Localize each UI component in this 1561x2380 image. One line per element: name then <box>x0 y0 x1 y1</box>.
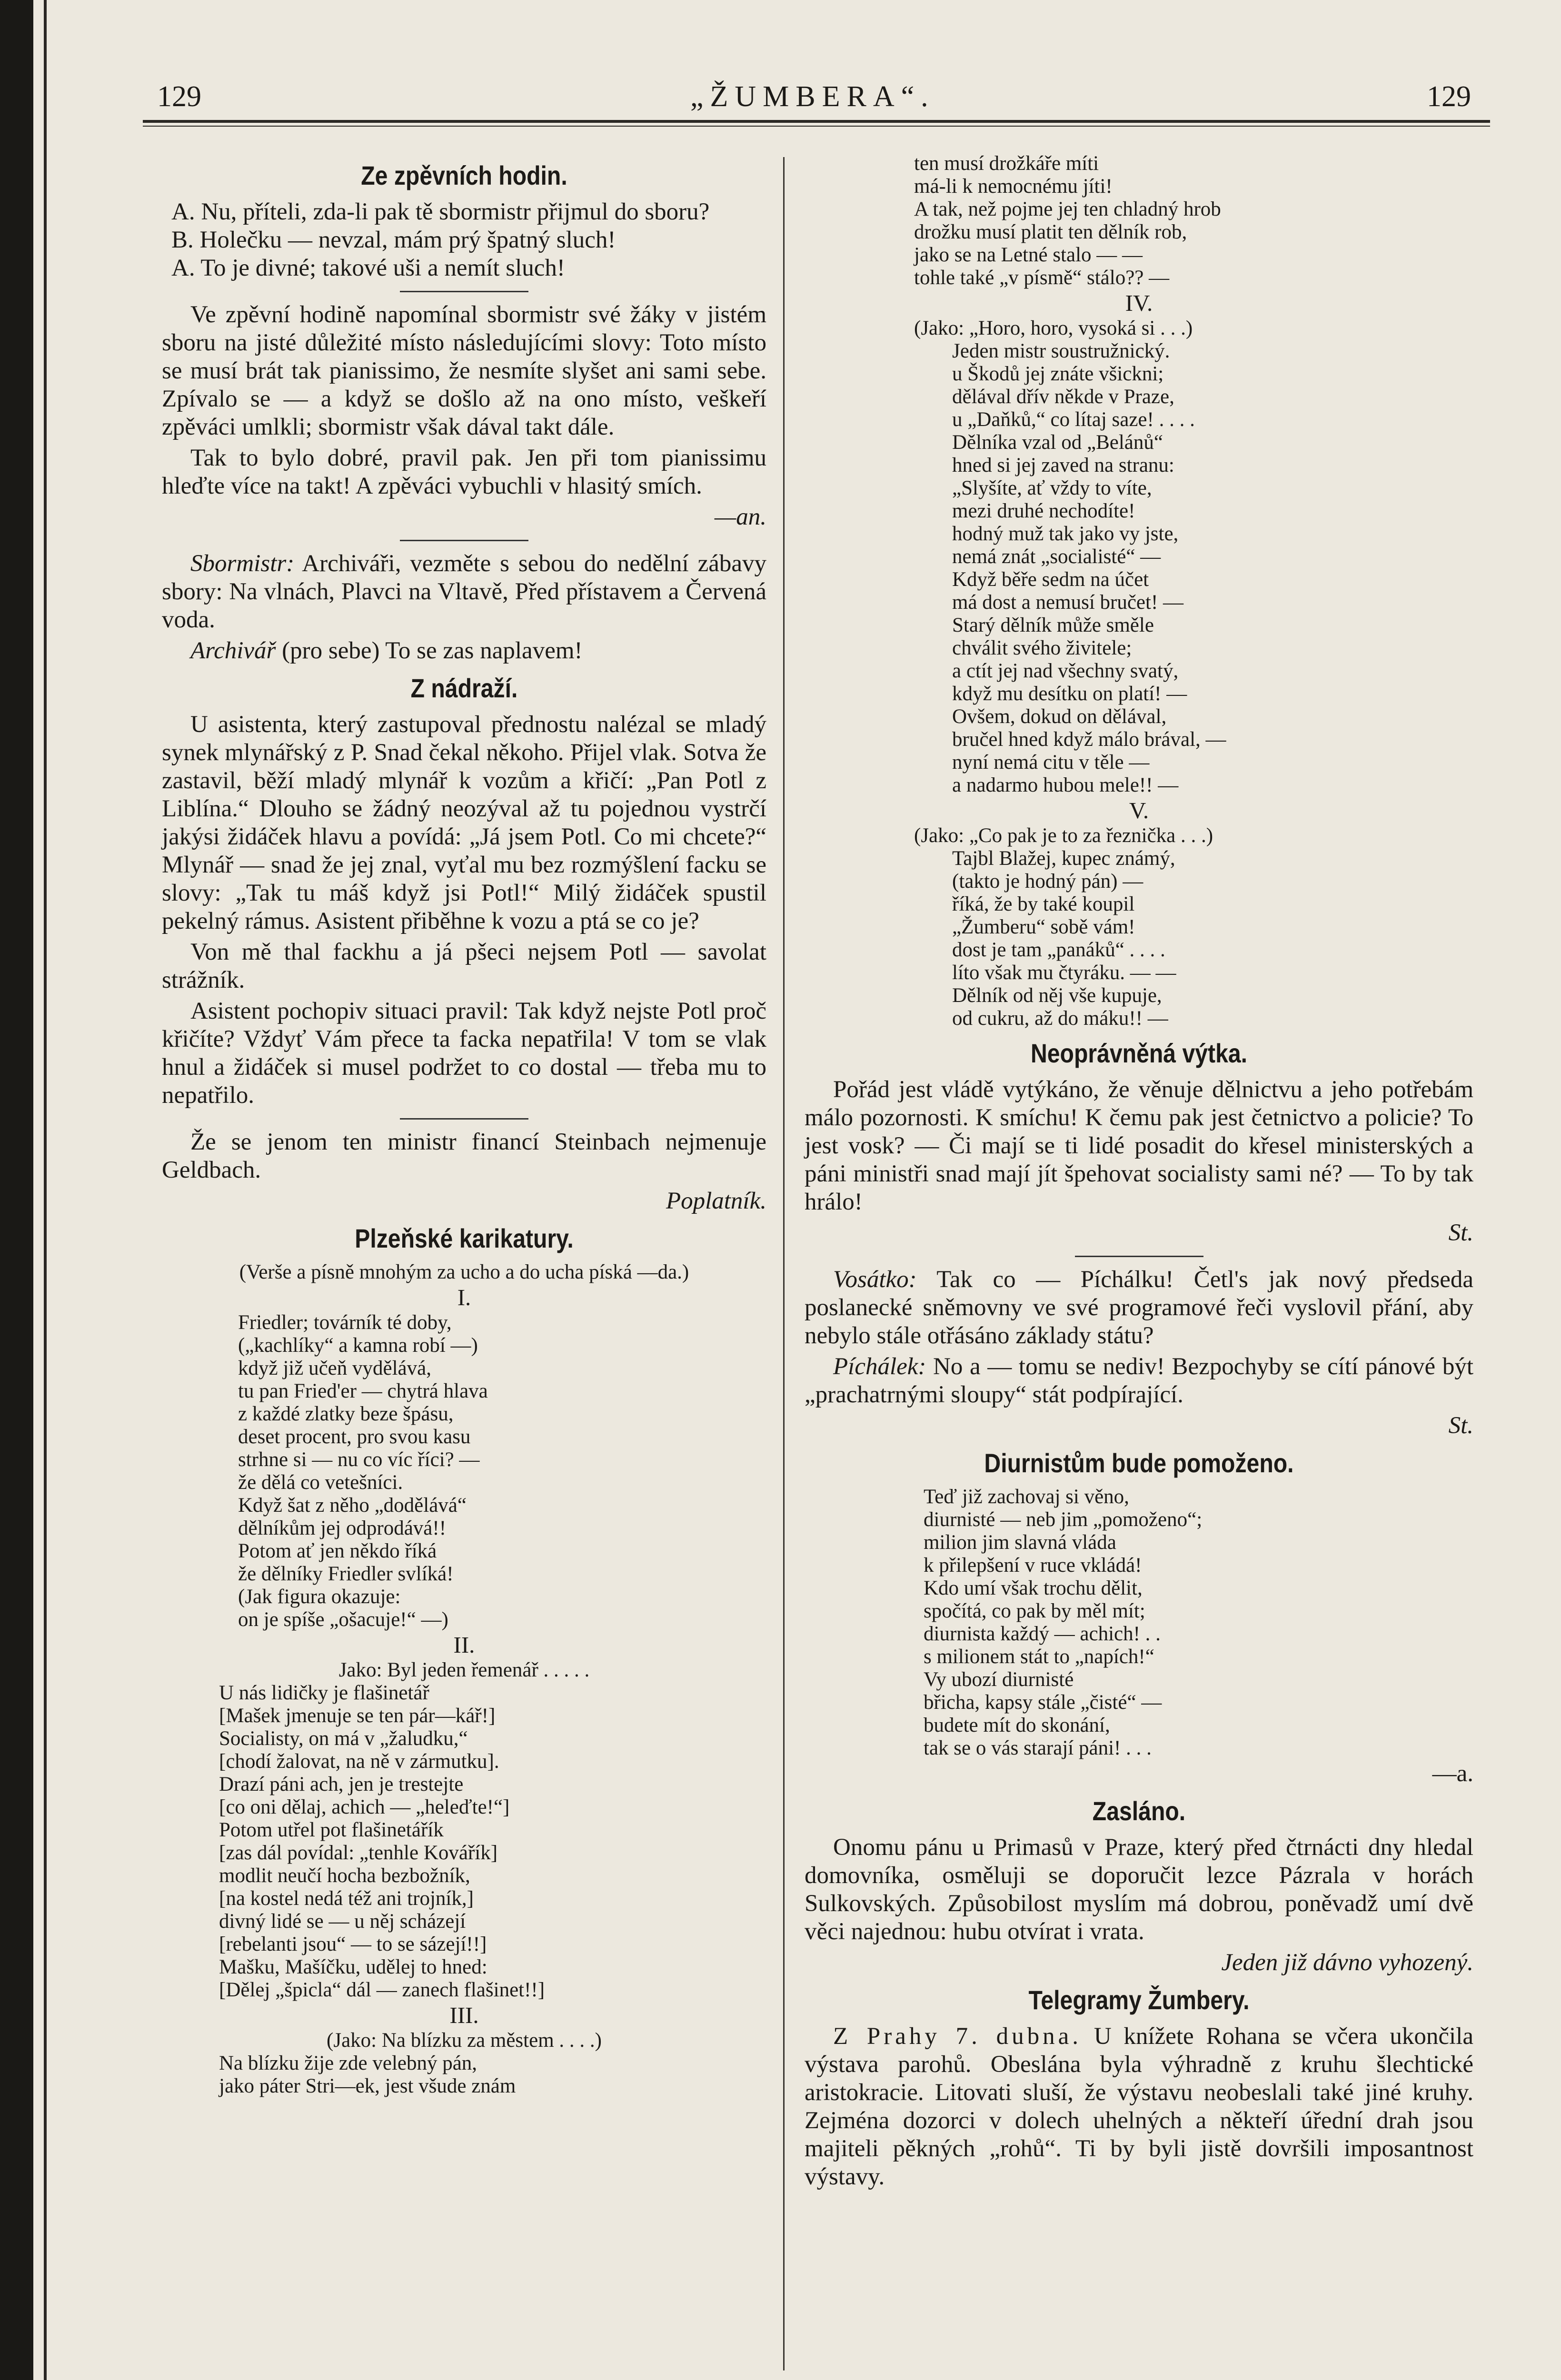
article-paragraph: Ve zpěvní hodině napomínal sbormistr své žáky v jistém sboru na jisté důležité místo následujícími slovy: Toto místo se musí brát tak pianissimo, že nesmíte slyšet ani sami sebe. Zpívalo se — a když se došlo až na ono místo, veškeří zpěváci umlkli; sbormistr však dával takt dále. <box>162 301 766 440</box>
verse-line: u „Daňků,“ co lítaj saze! . . . . <box>952 408 1195 431</box>
verse-line: u Škodů jej znáte všickni; <box>952 363 1164 385</box>
dialog-line: A. Nu, příteli, zda-li pak tě sbormistr přijmul do sboru? <box>171 198 710 225</box>
subtitle: (Verše a písně mnohým za ucho a do ucha píská —da.) <box>239 1261 689 1283</box>
dialog-line: B. Holečku — nevzal, mám prý špatný sluch! <box>171 227 616 253</box>
verse-block-5 <box>805 847 1473 1030</box>
verse-line: že dělá co vetešníci. <box>238 1471 403 1494</box>
section-title-plzenske-karikatury: Plzeňské karikatury. <box>355 1223 574 1253</box>
header-rule-thin <box>143 126 1490 127</box>
speaker-label: Vosátko: <box>833 1266 917 1293</box>
verse-line: dělníkům jej odprodává!! <box>238 1517 447 1539</box>
signature: Jeden již dávno vyhozený. <box>1221 1949 1473 1976</box>
verse-line: Potom ať jen někdo říká <box>238 1540 437 1562</box>
verse-line: [chodí žalovat, na ně v zármutku]. <box>219 1750 499 1773</box>
verse-tune: (Jako: „Co pak je to za řeznička . . .) <box>914 824 1213 847</box>
verse-line: [na kostel nedá též ani trojník,] <box>219 1887 474 1910</box>
roman-numeral: II. <box>453 1632 475 1658</box>
verse-line: mezi druhé nechodíte! <box>952 500 1135 522</box>
header-rule <box>143 120 1490 123</box>
verse-line: chválit svého živitele; <box>952 637 1132 659</box>
section-title-zaslano: Zasláno. <box>1092 1796 1186 1826</box>
column-divider <box>783 157 785 2370</box>
scan-margin-line <box>44 0 47 2380</box>
verse-line: tak se o vás starají páni! . . . <box>924 1737 1152 1759</box>
verse-block-diurnisti <box>805 1486 1473 1760</box>
verse-line: že dělníky Friedler svlíká! <box>238 1563 454 1585</box>
verse-line: (Jak figura okazuje: <box>238 1586 401 1608</box>
left-column <box>162 152 766 2098</box>
verse-line: má dost a nemusí bručet! — <box>952 591 1184 614</box>
verse-line: tu pan Fried'er — chytrá hlava <box>238 1380 488 1402</box>
verse-line: milion jim slavná vláda <box>924 1531 1116 1554</box>
speaker-text: Tak co — Píchálku! Četl's jak nový předseda poslanecké sněmovny ve své programové řeči vyslovil přání, aby nebylo stále otřásáno základy státu? <box>805 1266 1473 1349</box>
verse-tune: (Jako: Na blízku za městem . . . .) <box>327 2029 602 2052</box>
verse-line: Friedler; továrník té doby, <box>238 1311 452 1334</box>
verse-line: Potom utřel pot flašinetářík <box>219 1819 444 1841</box>
speaker-text: (pro sebe) To se zas naplavem! <box>282 637 583 664</box>
signature: Poplatník. <box>666 1188 766 1214</box>
verse-line: [rebelanti jsou“ — to se sázejí!!] <box>219 1933 487 1955</box>
verse-line: Teď již zachovaj si věno, <box>924 1486 1129 1508</box>
verse-line: Jeden mistr soustružnický. <box>952 340 1170 362</box>
verse-block-3-cont <box>805 152 1473 289</box>
verse-block-4 <box>805 340 1473 797</box>
verse-line: jako páter Stri—ek, jest všude znám <box>219 2075 516 2097</box>
verse-line: U nás lidičky je flašinetář <box>219 1682 429 1704</box>
verse-line: deset procent, pro svou kasu <box>238 1426 471 1448</box>
speaker-label: Píchálek: <box>833 1353 926 1380</box>
article-paragraph: Von mě thal fackhu a já pšeci nejsem Potl — savolat strážník. <box>162 939 766 993</box>
verse-line: když již učeň vydělává, <box>238 1357 431 1379</box>
page-number-right: 129 <box>1427 80 1471 113</box>
roman-numeral: III. <box>449 2002 479 2028</box>
verse-line: Dělník od něj vše kupuje, <box>952 984 1162 1007</box>
verse-line: má-li k nemocnému jíti! <box>914 175 1113 198</box>
verse-line: z každé zlatky beze špásu, <box>238 1403 454 1425</box>
roman-numeral: V. <box>1129 797 1149 823</box>
masthead-title: „ŽUMBERA“. <box>690 80 935 113</box>
dialog-zpevni <box>162 198 766 282</box>
separator <box>400 1118 528 1120</box>
verse-line: tohle také „v písmě“ stálo?? — <box>914 267 1170 289</box>
verse-line: budete mít do skonání, <box>924 1714 1110 1736</box>
verse-line: bručel hned když málo brával, — <box>952 728 1226 751</box>
verse-line: spočítá, co pak by měl mít; <box>924 1600 1145 1622</box>
roman-numeral: IV. <box>1125 290 1153 316</box>
verse-block-1 <box>162 1311 766 1631</box>
verse-line: hodný muž tak jako vy jste, <box>952 523 1179 545</box>
verse-line: nyní nemá citu v těle — <box>952 751 1150 774</box>
verse-line: dost je tam „panáků“ . . . . <box>952 939 1165 961</box>
page-number-left: 129 <box>157 80 201 113</box>
section-title-telegramy: Telegramy Žumbery. <box>1028 1985 1250 2015</box>
telegram-text: U knížete Rohana se včera ukončila výstava parohů. Obeslána byla výhradně z kruhu šlechtické aristokracie. Litovati sluší, že výstavu neobeslali také jiné kruhy. Zejména dozorci v dolech uhelných a někteří úřední drah jsou majiteli pěkných „rohů“. Ti by byli jistě dovršili imposantnost výstavy. <box>805 2023 1473 2190</box>
verse-line: Kdo umí však trochu dělit, <box>924 1577 1143 1599</box>
verse-line: (takto je hodný pán) — <box>952 870 1143 892</box>
article-paragraph: Onomu pánu u Primasů v Praze, který před čtrnácti dny hledal domovníka, osměluji se doporučit lezce Pázrala v horách Sulkovských. Způsobilost myslím má dobrou, poněvadž umí dvě věci najednou: hubu otvírat i vrata. <box>805 1834 1473 1945</box>
verse-line: líto však mu čtyráku. — — <box>952 962 1176 984</box>
verse-line: od cukru, až do máku!! — <box>952 1007 1168 1030</box>
verse-line: Tajbl Blažej, kupec známý, <box>952 847 1175 870</box>
article-paragraph: Asistent pochopiv situaci pravil: Tak když nejste Potl proč křičíte? Vždyť Vám přece ta facka nepatřila! V tom se vlak hnul a židáček si musel podržet to co dostal — třeba mu to nepatřilo. <box>162 998 766 1109</box>
verse-line: s milionem stát to „napích!“ <box>924 1646 1154 1668</box>
verse-line: modlit neučí hocha bezbožník, <box>219 1864 470 1887</box>
signature: St. <box>1448 1412 1473 1439</box>
section-title-neopravnena-vytka: Neoprávněná výtka. <box>1030 1038 1248 1068</box>
article-paragraph: U asistenta, který zastupoval přednostu nalézal se mladý synek mlynářský z P. Snad čekal někoho. Přijel vlak. Sotva že zastavil, běží mladý mlynář k vozům a křičí: „Pan Potl z Liblína.“ Dlouho se žádný neozýval až tu pojednou vystrčí jakýsi židáček hlavu a povídá: „Já jsem Potl. Co mi chcete?“ Mlynář — snad že jej znal, vyťal mu bez rozmýšlení facku se slovy: „Tak tu máš když jsi Potl!“ Milý židáček spustil pekelný rámus. Asistent přiběhne k vozu a ptá se co je? <box>162 711 766 934</box>
verse-tune: (Jako: „Horo, horo, vysoká si . . .) <box>914 317 1193 339</box>
verse-line: k přilepšení v ruce vkládá! <box>924 1554 1142 1577</box>
section-title-nadrazi: Z nádraží. <box>410 673 518 703</box>
page-header <box>157 80 1471 123</box>
verse-line: divný lidé se — u něj scházejí <box>219 1910 466 1933</box>
verse-line: Na blízku žije zde velebný pán, <box>219 2052 477 2074</box>
verse-line: Když běře sedm na účet <box>952 568 1149 591</box>
verse-line: [co oni dělaj, achich — „heleďte!“] <box>219 1796 510 1818</box>
verse-line: Mašku, Mašíčku, udělej to hned: <box>219 1956 487 1978</box>
verse-line: hned si jej zaved na stranu: <box>952 454 1174 476</box>
verse-line: drožku musí platit ten dělník rob, <box>914 221 1187 243</box>
verse-block-3 <box>162 2052 766 2098</box>
speaker-text: Archiváři, vezměte s sebou do nedělní zábavy sbory: Na vlnách, Plavci na Vltavě, Před přístavem a Červená voda. <box>162 550 766 633</box>
verse-line: [Mašek jmenuje se ten pár—kář!] <box>219 1705 496 1727</box>
article-paragraph: Že se jenom ten ministr financí Steinbach nejmenuje Geldbach. <box>162 1129 766 1183</box>
speaker-label: Sbormistr: <box>190 550 295 577</box>
verse-line: jako se na Letné stalo — — <box>914 244 1143 266</box>
section-title-zpevni-hodiny: Ze zpěvních hodin. <box>361 160 567 190</box>
verse-line: diurnista každý — achich! . . <box>924 1623 1161 1645</box>
verse-line: Ovšem, dokud on dělával, <box>952 705 1167 728</box>
verse-line: diurnisté — neb jim „pomoženo“; <box>924 1508 1203 1531</box>
verse-line: „Slyšíte, ať vždy to víte, <box>952 477 1152 499</box>
signature: St. <box>1448 1220 1473 1246</box>
dialog-line: A. To je divné; takové uši a nemít sluch! <box>171 255 565 281</box>
verse-line: A tak, než pojme jej ten chladný hrob <box>914 198 1221 220</box>
verse-block-2 <box>162 1682 766 2002</box>
verse-line: břicha, kapsy stále „čisté“ — <box>924 1691 1162 1714</box>
article-paragraph: Tak to bylo dobré, pravil pak. Jen při tom pianissimu hleďte více na takt! A zpěváci vybuchli v hlasitý smích. <box>162 445 766 499</box>
article-paragraph: Pořád jest vládě vytýkáno, že věnuje dělnictvu a jeho potřebám málo pozornosti. K smíchu! K čemu pak jest četnictvo a policie? To jest vosk? — Či mají se ti lidé posadit do křesel ministerských a páni ministři snad mají jít špehovat socialisty sami né? — To by tak hrálo! <box>805 1076 1473 1215</box>
roman-numeral: I. <box>457 1284 471 1310</box>
right-column <box>805 152 1473 2194</box>
verse-line: strhne si — nu co víc říci? — <box>238 1448 480 1471</box>
verse-line: „Žumberu“ sobě vám! <box>952 916 1135 938</box>
speaker-label: Archivář <box>190 637 276 664</box>
verse-line: nemá znát „socialisté“ — <box>952 545 1161 568</box>
verse-line: ten musí drožkáře míti <box>914 152 1099 175</box>
separator <box>1075 1256 1203 1257</box>
signature: —an. <box>714 504 766 530</box>
section-title-diurnistum: Diurnistům bude pomoženo. <box>984 1448 1294 1478</box>
separator <box>400 291 528 292</box>
verse-tune: Jako: Byl jeden řemenář . . . . . <box>338 1659 590 1681</box>
signature: —a. <box>1432 1760 1473 1787</box>
verse-line: Socialisty, on má v „žaludku,“ <box>219 1727 468 1750</box>
verse-line: a nadarmo hubou mele!! — <box>952 774 1179 796</box>
verse-line: Starý dělník může směle <box>952 614 1154 636</box>
speaker-text: No a — tomu se nediv! Bezpochyby se cítí pánové být „prachatrnými sloupy“ stát podpírající. <box>805 1353 1473 1408</box>
scan-binding-edge <box>0 0 33 2380</box>
verse-line: Dělníka vzal od „Belánů“ <box>952 431 1163 454</box>
verse-line: Drazí páni ach, jen je trestejte <box>219 1773 464 1795</box>
verse-line: když mu desítku on platí! — <box>952 683 1187 705</box>
separator <box>400 540 528 541</box>
telegram-place-date: Z Prahy 7. dubna. <box>833 2023 1082 2050</box>
verse-line: říká, že by také koupil <box>952 893 1135 915</box>
verse-line: Vy ubozí diurnisté <box>924 1668 1074 1691</box>
verse-line: dělával dřív někde v Praze, <box>952 386 1174 408</box>
verse-line: [Dělej „špicla“ dál — zanech flašinet!!] <box>219 1979 545 2001</box>
verse-line: a ctít jej nad všechny svatý, <box>952 660 1179 682</box>
verse-line: Když šat z něho „dodělává“ <box>238 1494 467 1517</box>
verse-line: [zas dál povídal: „tenhle Kovářík] <box>219 1842 498 1864</box>
verse-line: („kachlíky“ a kamna robí —) <box>238 1334 478 1357</box>
verse-line: on je spíše „ošacuje!“ —) <box>238 1608 448 1631</box>
